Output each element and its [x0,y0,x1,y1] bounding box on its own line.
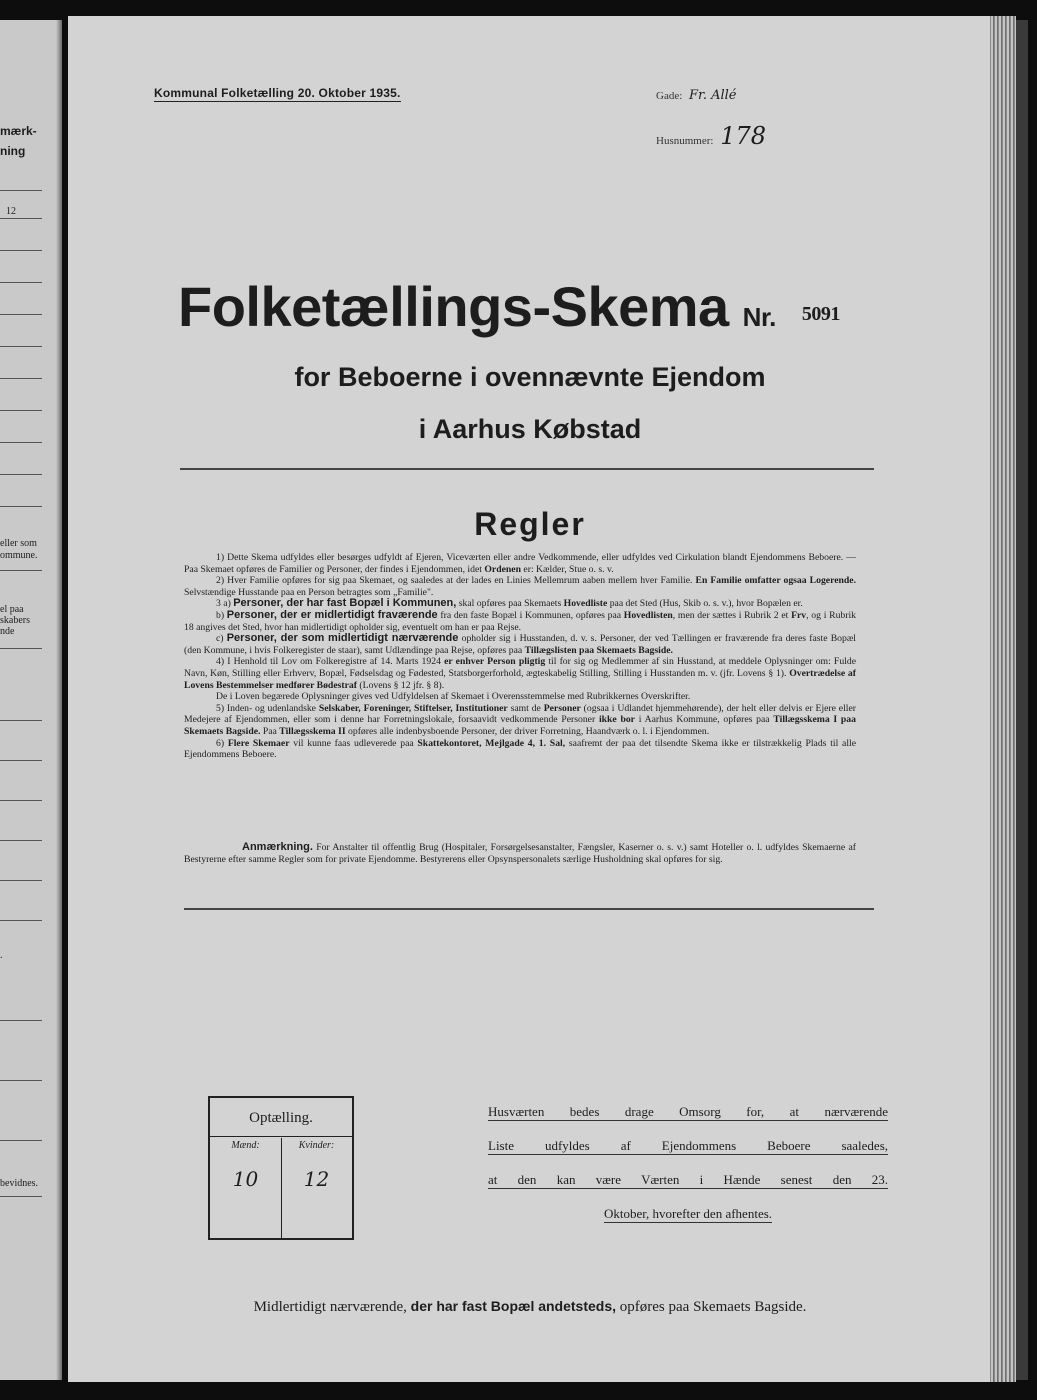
left-rule [0,880,42,881]
rule-1: 1) Dette Skema udfyldes eller besørges udfyldt af Ejeren, Viceværten eller andre Vedkommende, eller udfyldes ved Cirkulation blandt Ejendommens Beboere. — Paa Skemaet opføres de Familier og Personer, der findes i Ejendommen, idet Ordenen er: Kælder, Stue o. s. v. [184,552,856,575]
rule-3b: b) Personer, der er midlertidigt fraværende fra den faste Bopæl i Kommunen, opføres paa Hovedlisten, men der sættes i Rubrik 2 et Frv, og i Rubrik 18 angives det Sted, hvor han midlertidigt opholder sig, eventuelt om han er paa Rejse. [184,608,857,633]
left-rule [0,250,42,251]
landlord-notice [488,1104,888,1240]
left-fragment: bevidnes. [0,1178,39,1189]
left-rule [0,190,42,191]
subtitle-line-2: i Aarhus Købstad [418,414,642,444]
left-rule [0,314,42,315]
left-fragment: . [0,950,3,961]
left-fragment: skabers [0,615,30,626]
street-row [656,88,766,122]
left-rule [0,1080,42,1081]
women-column [281,1138,352,1238]
notice-line: Liste udfyldes af Ejendommens Beboere saaledes, [488,1138,888,1153]
remark-lead: Anmærkning. [242,841,313,853]
left-rule [0,506,42,507]
left-rule [0,1140,42,1141]
form-number-label: Nr. [742,302,776,332]
left-rule [0,474,42,475]
left-rule [0,1020,42,1021]
rule-4-cont: De i Loven begærede Oplysninger gives ved Udfyldelsen af Skemaet i Overensstemmelse med Rubrikkernes Overskrifter. [216,691,691,703]
census-form-page [68,16,992,1382]
remark-paragraph [184,842,856,866]
notice-line: Oktober, hvorefter den afhentes. [603,1206,773,1221]
rule-6: 6) Flere Skemaer vil kunne faas udleverede paa Skattekontoret, Mejlgade 4, 1. Sal, saafremt der paa det tilsendte Skema ikke er tilstrækkelig Plads til alle Ejendommens Beboere. [184,737,856,761]
women-label: Kvinder: [298,1140,335,1151]
footer-part-1: Midlertidigt nærværende, [253,1299,407,1315]
footer-part-3: opføres paa Skemaets Bagside. [619,1299,807,1315]
left-rule [0,346,42,347]
men-label: Mænd: [231,1140,260,1151]
men-column [210,1138,282,1238]
footer-part-2: der har fast Bopæl andetsteds, [410,1298,617,1314]
left-fragment: eller som [0,538,37,549]
left-rule [0,442,42,443]
rules-heading: Regler [474,506,586,542]
left-fragment: 12 [6,206,16,217]
left-fragment: ning [0,144,26,158]
remark-text: For Anstalter til offentlig Brug (Hospitaler, Forsørgelsesanstalter, Fængsler, Kaserner o. s. v.) samt Hoteller o. l. udfyldes Skemaerne af Bestyrerne efter samme Regler som for private Ejendomme. Bestyrerens eller Opsynspersonalets særlige Husholdning skal opføres for sig. [184,842,856,865]
divider-bottom [184,908,874,910]
men-value: 10 [232,1167,259,1191]
left-rule [0,648,42,649]
left-rule [0,800,42,801]
rule-3c: c) Personer, der som midlertidigt nærværende opholder sig i Husstanden, d. v. s. Personer, der ved Tællingen er fraværende fra deres faste Bopæl (den Kommune, i hvis Folkeregister de staar), samt Udlændinge paa Rejse, opføres paa Tillægslisten paa Skemaets Bagside. [184,632,856,656]
divider-top [180,468,874,470]
left-fragment: ommune. [0,550,38,561]
subtitle-line-1: for Beboerne i ovennævnte Ejendom [294,362,766,392]
left-rule [0,570,42,571]
rule-3a: 3 a) Personer, der har fast Bopæl i Kommunen, skal opføres paa Skemaets Hovedliste paa det Sted (Hus, Skib o. s. v.), hvor Bopælen er. [216,597,803,610]
adjacent-page-strip [0,20,62,1380]
house-number-label: Husnummer: [656,135,714,147]
form-number-value: 5091 [801,303,840,325]
rule-2: 2) Hver Familie opføres for sig paa Skemaet, og saaledes at der lades en Linies Mellemrum aaben mellem hver Familie. En Familie omfatter ogsaa Logerende. Selvstændige Husstande paa en Person betragtes som „Familie". [184,575,857,598]
left-fragment: mærk- [0,124,37,138]
left-rule [0,378,42,379]
page-stack-edge [990,16,1016,1382]
left-rule [0,720,42,721]
house-number-value: 178 [720,122,767,150]
left-fragment: el paa [0,604,24,615]
rule-4: 4) I Henhold til Lov om Folkeregistre af 14. Marts 1924 er enhver Person pligtig til for sig og Medlemmer af sin Husstand, at meddele Oplysninger om: Fulde Navn, Køn, Stilling eller Erhverv, Bopæl, Fødselsdag og Fødested, Statsborgerforhold, ægteskabelig Stilling, Stilling i Husstanden m. v. (jfr. Lovens § 1). Overtrædelse af Lovens Bestemmelser medfører Bødestraf (Lovens § 12 jfr. § 8). [184,656,856,691]
address-block [656,88,766,156]
left-rule [0,1196,42,1197]
street-label: Gade: [656,90,683,102]
form-title [178,274,840,339]
left-rule [0,282,42,283]
census-header: Kommunal Folketælling 20. Oktober 1935. [154,86,401,100]
binding-edge [1016,20,1028,1380]
notice-line: at den kan være Værten i Hænde senest den 23. [488,1172,888,1187]
rule-5: 5) Inden- og udenlandske Selskaber, Foreninger, Stiftelser, Institutioner samt de Personer (ogsaa i Udlandet hjemmehørende), der helt eller delvis er Ejere eller Medejere af Ejendommen, eller som i denne har Forretningslokale, forsaavidt vedkommende Personer ikke bor i Aarhus Kommune, opføres paa Tillægsskema I paa Skemaets Bagside. Paa Tillægsskema II opføres alle indenbysboende Personer, der driver Forretning, Haandværk o. l. i Ejendommen. [184,702,857,737]
left-rule [0,920,42,921]
left-rule [0,840,42,841]
left-rule [0,760,42,761]
rules-text [184,552,856,761]
notice-line: Husværten bedes drage Omsorg for, at nærværende [488,1104,888,1119]
left-rule [0,410,42,411]
count-box [208,1096,354,1240]
left-rule [0,218,42,219]
page-fold-shadow [56,20,62,1380]
form-title-text: Folketællings-Skema [178,275,729,338]
left-fragment: nde [0,626,15,637]
footer-note [68,1298,992,1316]
women-value: 12 [303,1167,330,1191]
count-caption: Optælling. [210,1098,352,1137]
street-value: Fr. Allé [689,88,737,103]
house-number-row [656,122,766,156]
